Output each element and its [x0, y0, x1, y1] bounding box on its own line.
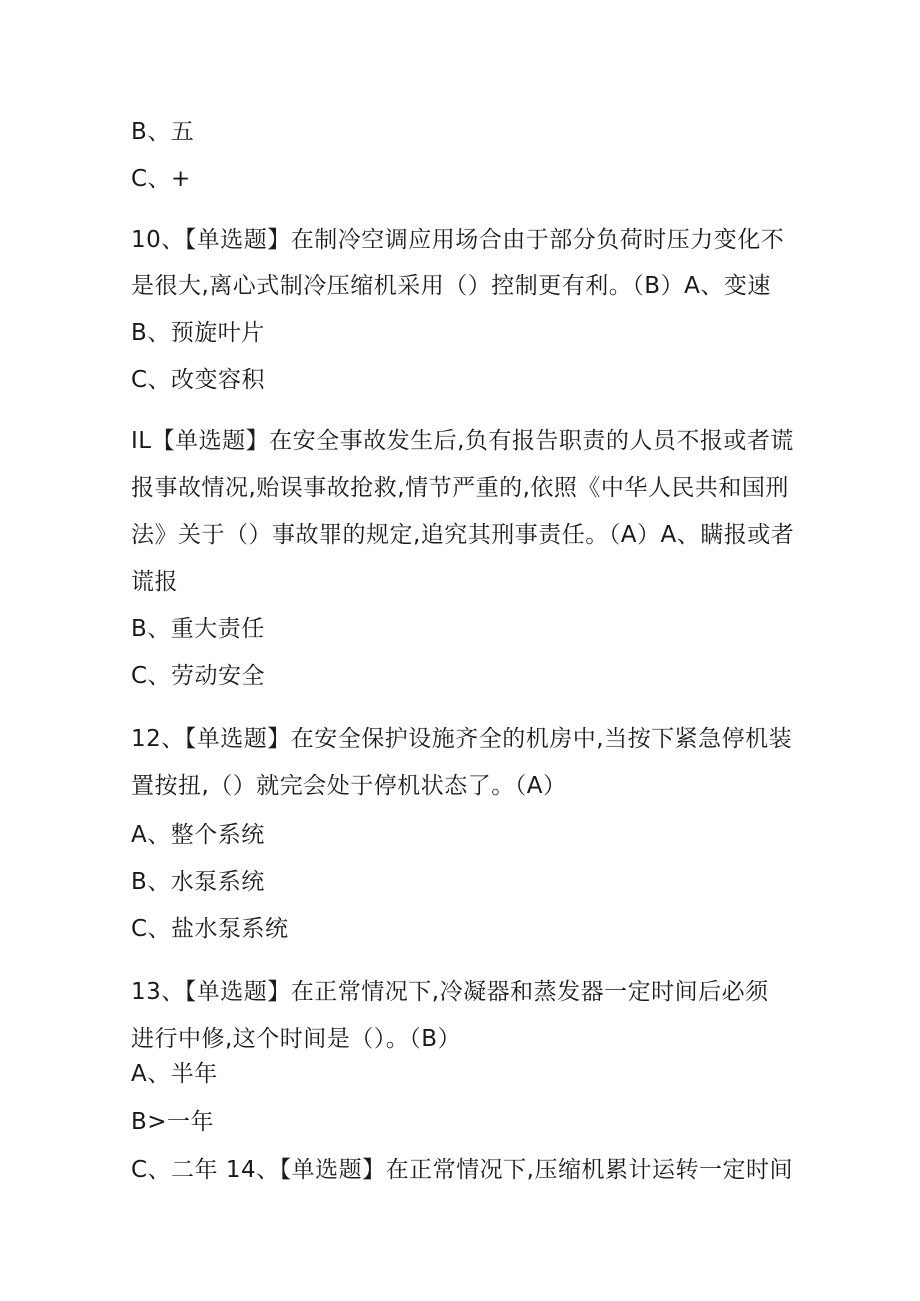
- question-line: 谎报: [131, 569, 178, 595]
- question-line: 进行中修,这个时间是（）。（B）: [131, 1026, 462, 1052]
- option-line: B、水泵系统: [131, 869, 265, 895]
- question-line: 13、【单选题】在正常情况下,冷凝器和蒸发器一定时间后必须: [131, 979, 769, 1005]
- option-line: B、重大责任: [131, 616, 265, 642]
- option-line: B>一年: [131, 1109, 215, 1135]
- question-line: 置按扭,（）就完会处于停机状态了。（A）: [131, 773, 567, 799]
- option-line: C、改变容积: [131, 367, 266, 393]
- question-line: IL【单选题】在安全事故发生后,负有报告职责的人员不报或者谎: [131, 428, 794, 454]
- question-line: 报事故情况,贻误事故抢救,情节严重的,依照《中华人民共和国刑: [131, 475, 789, 501]
- option-line: B、五: [131, 119, 195, 145]
- option-line: C、盐水泵系统: [131, 916, 289, 942]
- question-line: 12、【单选题】在安全保护设施齐全的机房中,当按下紧急停机装: [131, 726, 793, 752]
- option-line: A、半年: [131, 1061, 218, 1087]
- question-line: 10、【单选题】在制冷空调应用场合由于部分负荷时压力变化不: [131, 227, 785, 253]
- option-line: C、二年 14、【单选题】在正常情况下,压缩机累计运转一定时间: [131, 1157, 793, 1183]
- option-line: A、整个系统: [131, 822, 265, 848]
- option-line: C、劳动安全: [131, 663, 266, 689]
- option-line: B、预旋叶片: [131, 320, 265, 346]
- question-line: 是很大,离心式制冷压缩机采用（）控制更有利。（B）A、变速: [131, 273, 771, 299]
- question-line: 法》关于（）事故罪的规定,追究其刑事责任。（A）A、瞒报或者: [131, 522, 795, 548]
- option-line: C、+: [131, 166, 191, 192]
